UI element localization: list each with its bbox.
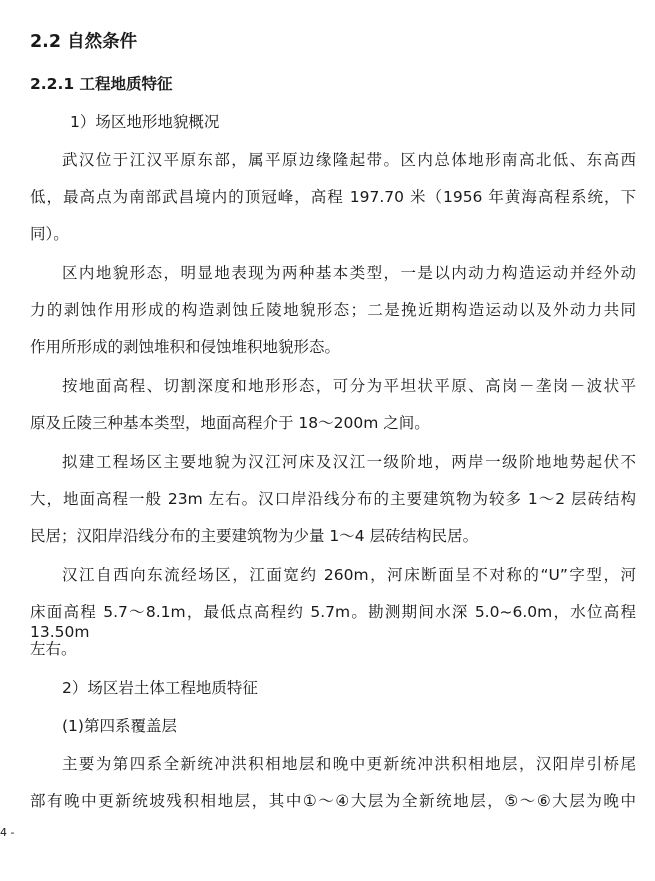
paragraph-line: 民居；汉阳岸沿线分布的主要建筑物为少量 1～4 层砖结构民居。 bbox=[30, 527, 479, 545]
subsection-heading: 2.2.1 工程地质特征 bbox=[30, 75, 173, 93]
paragraph-line: 作用所形成的剥蚀堆积和侵蚀堆积地貌形态。 bbox=[30, 338, 341, 356]
subheading-quaternary: (1)第四系覆盖层 bbox=[62, 717, 177, 735]
paragraph-line: 左右。 bbox=[30, 640, 77, 658]
paragraph-line: 床面高程 5.7～8.1m，最低点高程约 5.7m。勘测期间水深 5.0~6.0m，水位高程 13.50m bbox=[30, 603, 636, 641]
subheading-rock-soil: 2）场区岩土体工程地质特征 bbox=[62, 679, 258, 697]
paragraph-line: 原及丘陵三种基本类型，地面高程介于 18～200m 之间。 bbox=[30, 414, 430, 432]
paragraph-line: 按地面高程、切割深度和地形形态，可分为平坦状平原、高岗－垄岗－波状平 bbox=[62, 377, 636, 395]
paragraph-line: 低，最高点为南部武昌境内的顶冠峰，高程 197.70 米（1956 年黄海高程系统，下 bbox=[30, 188, 636, 206]
section-heading: 2.2 自然条件 bbox=[30, 32, 138, 52]
paragraph-line: 部有晚中更新统坡残积相地层，其中①～④大层为全新统地层，⑤～⑥大层为晚中 bbox=[30, 792, 636, 810]
paragraph-line: 区内地貌形态，明显地表现为两种基本类型，一是以内动力构造运动并经外动 bbox=[62, 264, 636, 282]
paragraph-line: 大，地面高程一般 23m 左右。汉口岸沿线分布的主要建筑物为较多 1～2 层砖结构 bbox=[30, 490, 636, 508]
paragraph-line: 拟建工程场区主要地貌为汉江河床及汉江一级阶地，两岸一级阶地地势起伏不 bbox=[62, 453, 636, 471]
paragraph-line: 同）。 bbox=[30, 225, 69, 243]
page-number: 4 - bbox=[0, 826, 15, 839]
paragraph-line: 汉江自西向东流经场区，江面宽约 260m，河床断面呈不对称的“U”字型，河 bbox=[62, 566, 636, 584]
subheading-terrain: 1）场区地形地貌概况 bbox=[70, 113, 220, 131]
paragraph-line: 武汉位于江汉平原东部，属平原边缘隆起带。区内总体地形南高北低、东高西 bbox=[62, 151, 636, 169]
paragraph-line: 主要为第四系全新统冲洪积相地层和晚中更新统冲洪积相地层，汉阳岸引桥尾 bbox=[62, 755, 636, 773]
paragraph-line: 力的剥蚀作用形成的构造剥蚀丘陵地貌形态；二是挽近期构造运动以及外动力共同 bbox=[30, 301, 636, 319]
